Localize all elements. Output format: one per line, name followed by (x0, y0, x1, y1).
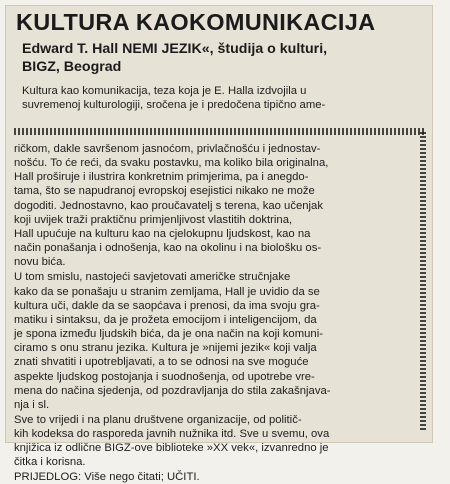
text-line: je spona između ljudskih bića, da je ona način na koji komuni- (14, 328, 323, 341)
byline-line: Edward T. Hall NEMI JEZIK«, študija o kulturi, (22, 41, 328, 57)
text-line: ciramo s onu stranu jezika. Kultura je »nijemi jezik« koji valja (14, 342, 317, 355)
text-line: Hall upućuje na kulturu kao na cjelokupnu ljudskost, kao na (14, 227, 311, 240)
recommendation-line: PRIJEDLOG: Više nego čitati; UČITI. (14, 470, 200, 483)
byline-line: BIGZ, Beograd (22, 59, 122, 75)
text-line: način ponašanja i odnošenja, kao na okolinu i na biološku os- (14, 242, 322, 255)
book-byline (22, 40, 432, 76)
text-line: Kultura kao komunikacija, teza koja je E. Halla izdvojila u (22, 85, 307, 97)
text-line: dogoditi. Jednostavno, kao proučavatelj s terena, kao učenjak (14, 199, 323, 212)
text-line: mena do načina sjedenja, od pozdravljanja do stila zakašnjava- (14, 384, 331, 397)
text-line: kako da se ponašaju u stranim zemljama, Hall je uvidio da se (14, 285, 320, 298)
text-line: kih kodeksa do rasporeda javnih nužnika itd. Sve u svemu, ova (14, 428, 330, 441)
text-line: kultura uči, dakle da se saopćava i prenosi, da ima svoju gra- (14, 299, 320, 312)
article-title: KULTURA KAOKOMUNIKACIJA (16, 9, 376, 35)
text-line: koji uvijek traži praktičnu primjenljivost vlastitih doktrina, (14, 213, 293, 226)
text-line: suvremenoj kulturologiji, sročena je i predočena tipično ame- (22, 99, 326, 112)
text-line: čitka i korisna. (14, 456, 86, 469)
text-line: Sve to vrijedi i na planu društvene organizacije, od politič- (14, 413, 302, 426)
text-line: novu bića. (14, 256, 66, 269)
text-line: matiku i sintaksu, da je prožeta emocijom i inteligencijom, da (14, 313, 317, 326)
text-line: U tom smislu, nastojeći savjetovati američke stručnjake (14, 271, 291, 284)
text-line: knjižica iz odlične BIGZ-ove biblioteke »XX vek«, izvanredno je (14, 442, 329, 455)
text-line: nošću. To će reći, da svaku postavku, ma koliko bila originalna, (14, 157, 329, 170)
text-line: Hall proširuje i ilustrira konkretnim primjerima, pa i anegdo- (14, 171, 309, 184)
text-line: tama, što se napudranoj evropskoj esejistici nikako ne može (14, 185, 315, 198)
intro-paragraph (22, 84, 426, 112)
text-line: aspekte ljudskog postojanja i suodnošenja, od upotrebe vre- (14, 370, 315, 383)
text-line: nja i sl. (14, 398, 50, 411)
text-line: ričkom, dakle savršenom jasnoćom, privlačnošću i jednostav- (14, 143, 321, 155)
dotted-rule-vertical (420, 132, 426, 432)
article-body (14, 142, 418, 484)
text-line: znati shvatiti i upotrebljavati, a to se odnosi na sve moguće (14, 356, 309, 369)
dotted-rule-horizontal (14, 128, 426, 135)
